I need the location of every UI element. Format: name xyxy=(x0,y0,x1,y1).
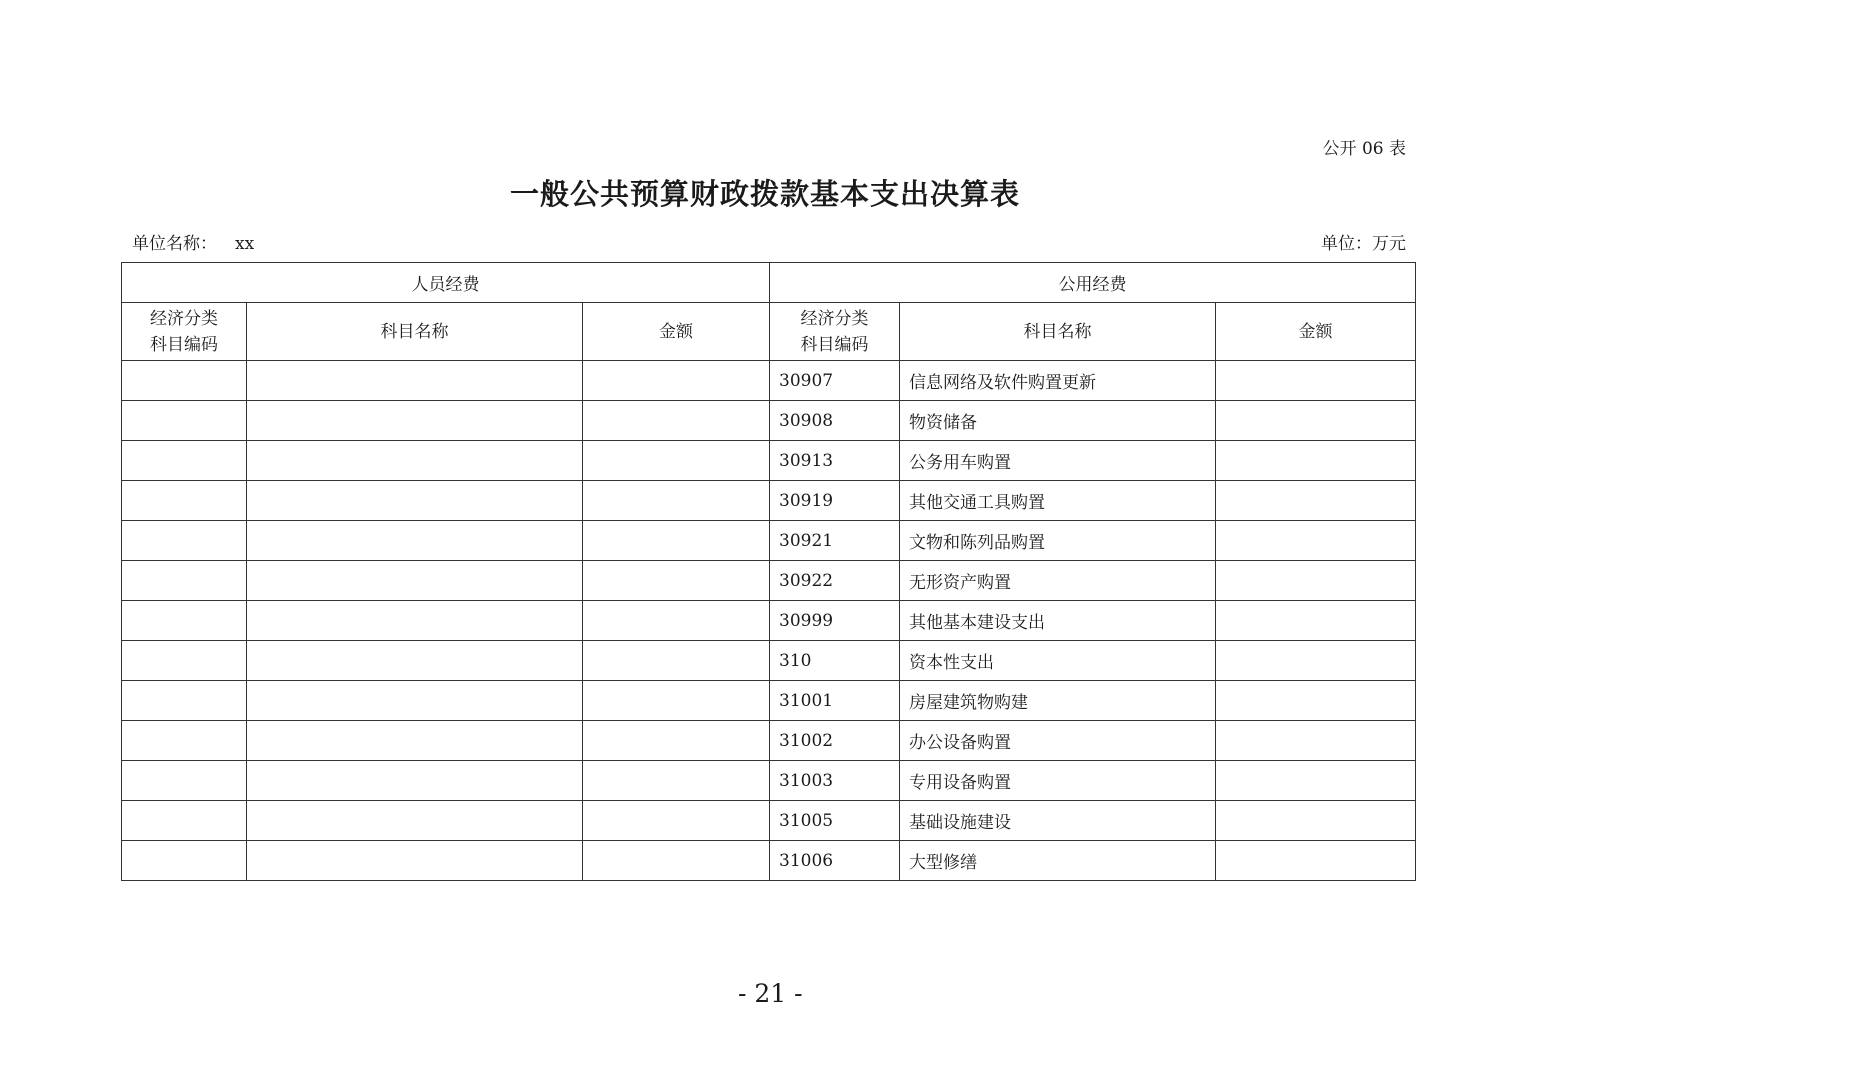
table-row xyxy=(122,361,1416,401)
left-name-cell xyxy=(247,521,583,561)
group-public-header: 公用经费 xyxy=(770,263,1416,303)
right-code-cell: 31001 xyxy=(770,681,900,721)
right-code-cell: 30922 xyxy=(770,561,900,601)
right-amount-cell xyxy=(1216,401,1416,441)
left-code-cell xyxy=(122,561,247,601)
right-name-cell: 其他基本建设支出 xyxy=(900,601,1216,641)
left-name-cell xyxy=(247,721,583,761)
left-amount-cell xyxy=(583,601,770,641)
unit-name-label: 单位名称： xyxy=(132,234,217,254)
right-code-cell: 31002 xyxy=(770,721,900,761)
left-name-cell xyxy=(247,441,583,481)
table-row xyxy=(122,721,1416,761)
group-personnel-header: 人员经费 xyxy=(122,263,770,303)
left-name-cell xyxy=(247,401,583,441)
left-name-cell xyxy=(247,481,583,521)
code-header-line-1: 经济分类 xyxy=(800,308,869,329)
table-row xyxy=(122,641,1416,681)
right-code-cell: 30908 xyxy=(770,401,900,441)
right-name-cell: 基础设施建设 xyxy=(900,801,1216,841)
left-name-cell xyxy=(247,801,583,841)
table-row xyxy=(122,801,1416,841)
left-amount-cell xyxy=(583,481,770,521)
left-name-cell xyxy=(247,681,583,721)
left-amount-cell xyxy=(583,761,770,801)
left-code-cell xyxy=(122,761,247,801)
left-amount-cell xyxy=(583,841,770,881)
page-number: - 21 - xyxy=(738,979,803,1008)
right-amount-cell xyxy=(1216,441,1416,481)
right-amount-cell xyxy=(1216,481,1416,521)
right-code-cell: 310 xyxy=(770,641,900,681)
right-code-cell: 31006 xyxy=(770,841,900,881)
right-amount-cell xyxy=(1216,761,1416,801)
left-code-cell xyxy=(122,361,247,401)
left-code-cell xyxy=(122,521,247,561)
table-row xyxy=(122,681,1416,721)
code-header-line-2: 科目编码 xyxy=(800,334,869,355)
right-amount-cell xyxy=(1216,721,1416,761)
right-name-cell: 资本性支出 xyxy=(900,641,1216,681)
left-name-cell xyxy=(247,561,583,601)
right-amount-cell xyxy=(1216,361,1416,401)
form-number: 公开 06 表 xyxy=(1322,139,1406,159)
left-code-header xyxy=(122,303,247,361)
right-name-cell: 信息网络及软件购置更新 xyxy=(900,361,1216,401)
left-amount-cell xyxy=(583,441,770,481)
right-amount-cell xyxy=(1216,561,1416,601)
left-name-cell xyxy=(247,361,583,401)
code-header-line-2: 科目编码 xyxy=(150,334,218,355)
right-name-cell: 办公设备购置 xyxy=(900,721,1216,761)
left-code-cell xyxy=(122,481,247,521)
left-amount-cell xyxy=(583,801,770,841)
left-amount-header: 金额 xyxy=(583,303,770,361)
right-name-cell: 无形资产购置 xyxy=(900,561,1216,601)
table-body xyxy=(122,361,1416,881)
table-row xyxy=(122,441,1416,481)
right-name-cell: 其他交通工具购置 xyxy=(900,481,1216,521)
right-code-cell: 30907 xyxy=(770,361,900,401)
right-code-cell: 30913 xyxy=(770,441,900,481)
unit-label: 单位：万元 xyxy=(1321,234,1406,254)
left-code-cell xyxy=(122,401,247,441)
right-amount-cell xyxy=(1216,801,1416,841)
unit-name-line xyxy=(132,229,254,254)
right-name-cell: 公务用车购置 xyxy=(900,441,1216,481)
left-code-cell xyxy=(122,601,247,641)
group-header-row xyxy=(122,263,1416,303)
left-code-cell xyxy=(122,841,247,881)
table-row xyxy=(122,521,1416,561)
left-code-cell xyxy=(122,801,247,841)
left-amount-cell xyxy=(583,401,770,441)
table-row xyxy=(122,401,1416,441)
unit-name-value: xx xyxy=(235,234,255,254)
column-header-row xyxy=(122,303,1416,361)
right-amount-cell xyxy=(1216,641,1416,681)
left-amount-cell xyxy=(583,681,770,721)
left-code-cell xyxy=(122,641,247,681)
table-row xyxy=(122,761,1416,801)
page-title: 一般公共预算财政拨款基本支出决算表 xyxy=(509,177,1020,211)
left-code-cell xyxy=(122,441,247,481)
right-code-cell: 30921 xyxy=(770,521,900,561)
right-code-cell: 31005 xyxy=(770,801,900,841)
right-name-cell: 专用设备购置 xyxy=(900,761,1216,801)
right-amount-cell xyxy=(1216,681,1416,721)
table-row xyxy=(122,601,1416,641)
right-name-cell: 文物和陈列品购置 xyxy=(900,521,1216,561)
left-amount-cell xyxy=(583,641,770,681)
right-name-cell: 物资储备 xyxy=(900,401,1216,441)
left-code-cell xyxy=(122,721,247,761)
left-name-cell xyxy=(247,601,583,641)
left-amount-cell xyxy=(583,361,770,401)
right-amount-cell xyxy=(1216,841,1416,881)
right-amount-cell xyxy=(1216,601,1416,641)
right-name-header: 科目名称 xyxy=(900,303,1216,361)
left-name-cell xyxy=(247,641,583,681)
right-code-header xyxy=(770,303,900,361)
left-amount-cell xyxy=(583,561,770,601)
expenditure-table xyxy=(121,262,1416,881)
code-header-line-1: 经济分类 xyxy=(150,308,218,329)
right-amount-cell xyxy=(1216,521,1416,561)
left-name-cell xyxy=(247,841,583,881)
left-amount-cell xyxy=(583,721,770,761)
table-row xyxy=(122,481,1416,521)
right-code-cell: 31003 xyxy=(770,761,900,801)
table-row xyxy=(122,561,1416,601)
right-name-cell: 房屋建筑物购建 xyxy=(900,681,1216,721)
left-name-header: 科目名称 xyxy=(247,303,583,361)
left-amount-cell xyxy=(583,521,770,561)
right-amount-header: 金额 xyxy=(1216,303,1416,361)
right-name-cell: 大型修缮 xyxy=(900,841,1216,881)
left-code-cell xyxy=(122,681,247,721)
right-code-cell: 30999 xyxy=(770,601,900,641)
right-code-cell: 30919 xyxy=(770,481,900,521)
left-name-cell xyxy=(247,761,583,801)
table-row xyxy=(122,841,1416,881)
